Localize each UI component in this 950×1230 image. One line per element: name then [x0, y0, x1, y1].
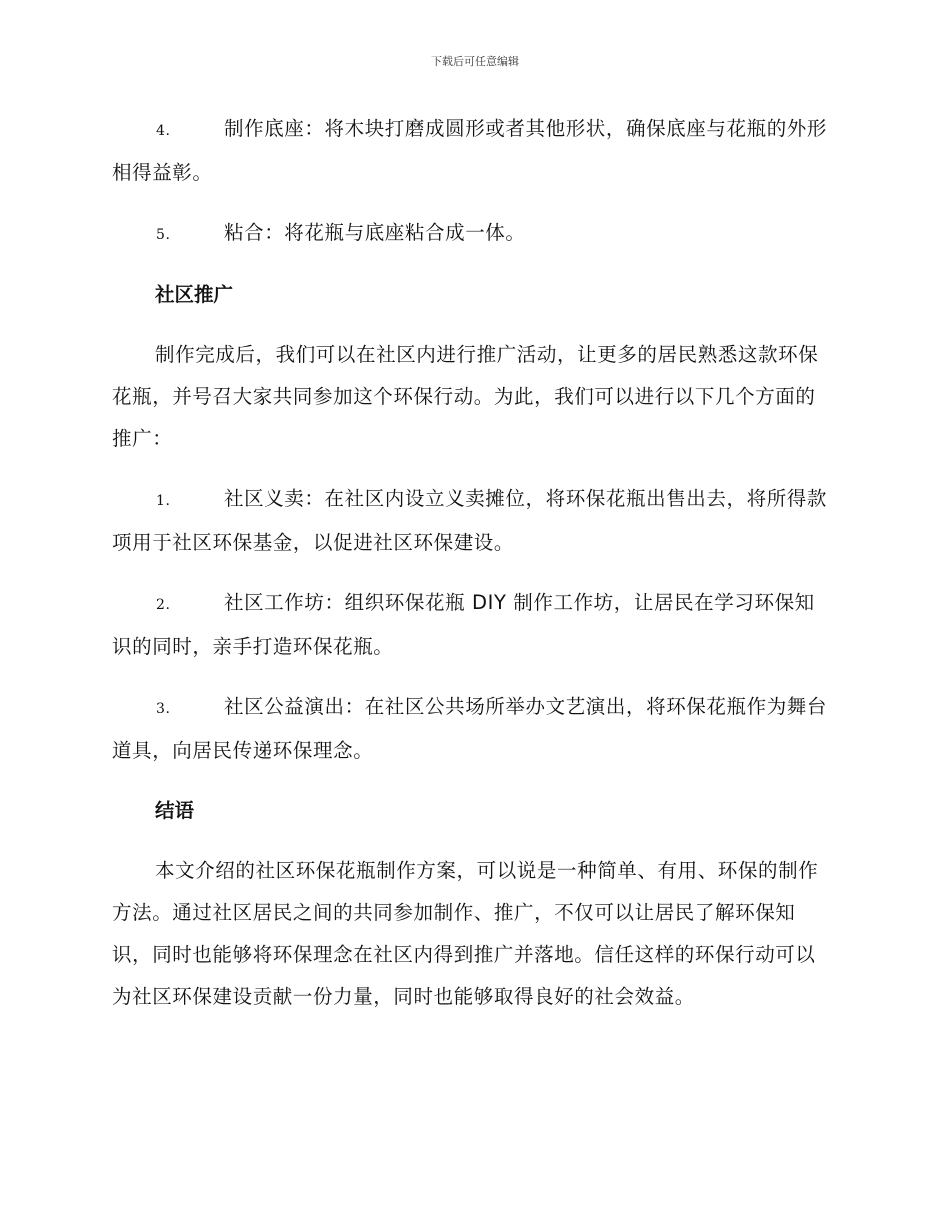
list-number: 3.: [156, 701, 171, 717]
page-header: 下载后可任意编辑: [431, 55, 519, 68]
list-item-text: 社区公益演出：在社区公共场所举办文艺演出，将环保花瓶作为舞台道具，向居民传递环保理念。: [112, 695, 828, 762]
conclusion-paragraph: 本文介绍的社区环保花瓶制作方案，可以说是一种简单、有用、环保的制作方法。通过社区居民之间的共同参加制作、推广，不仅可以让居民了解环保知识，同时也能够将环保理念在社区内得到推广并落地。信任这样的环保行动可以为社区环保建设贡献一份力量，同时也能够取得良好的社会效益。: [112, 859, 819, 1008]
list-number: 1.: [156, 493, 171, 509]
list-number: 2.: [156, 597, 171, 613]
section-heading-promotion: 社区推广: [155, 283, 234, 306]
promotion-intro-paragraph: 制作完成后，我们可以在社区内进行推广活动，让更多的居民熟悉这款环保花瓶，并号召大家共同参加这个环保行动。为此，我们可以进行以下几个方面的推广：: [112, 343, 819, 450]
list-item: [112, 478, 834, 564]
list-number: 5.: [156, 227, 171, 243]
list-item: [112, 582, 834, 668]
list-item-text: 社区义卖：在社区内设立义卖摊位，将环保花瓶出售出去，将所得款项用于社区环保基金，以促进社区环保建设。: [112, 487, 828, 554]
document-body: [112, 108, 834, 1036]
section-heading-conclusion: 结语: [155, 799, 195, 822]
list-item-text: 制作底座：将木块打磨成圆形或者其他形状，确保底座与花瓶的外形相得益彰。: [112, 117, 828, 184]
list-item-text: 粘合：将花瓶与底座粘合成一体。: [224, 221, 526, 244]
list-item: [112, 108, 834, 194]
list-item: [112, 686, 834, 772]
list-number: 4.: [156, 123, 171, 139]
list-item: [112, 212, 834, 256]
list-item-text: 社区工作坊：组织环保花瓶 DIY 制作工作坊，让居民在学习环保知识的同时，亲手打造环保花瓶。: [112, 591, 815, 658]
